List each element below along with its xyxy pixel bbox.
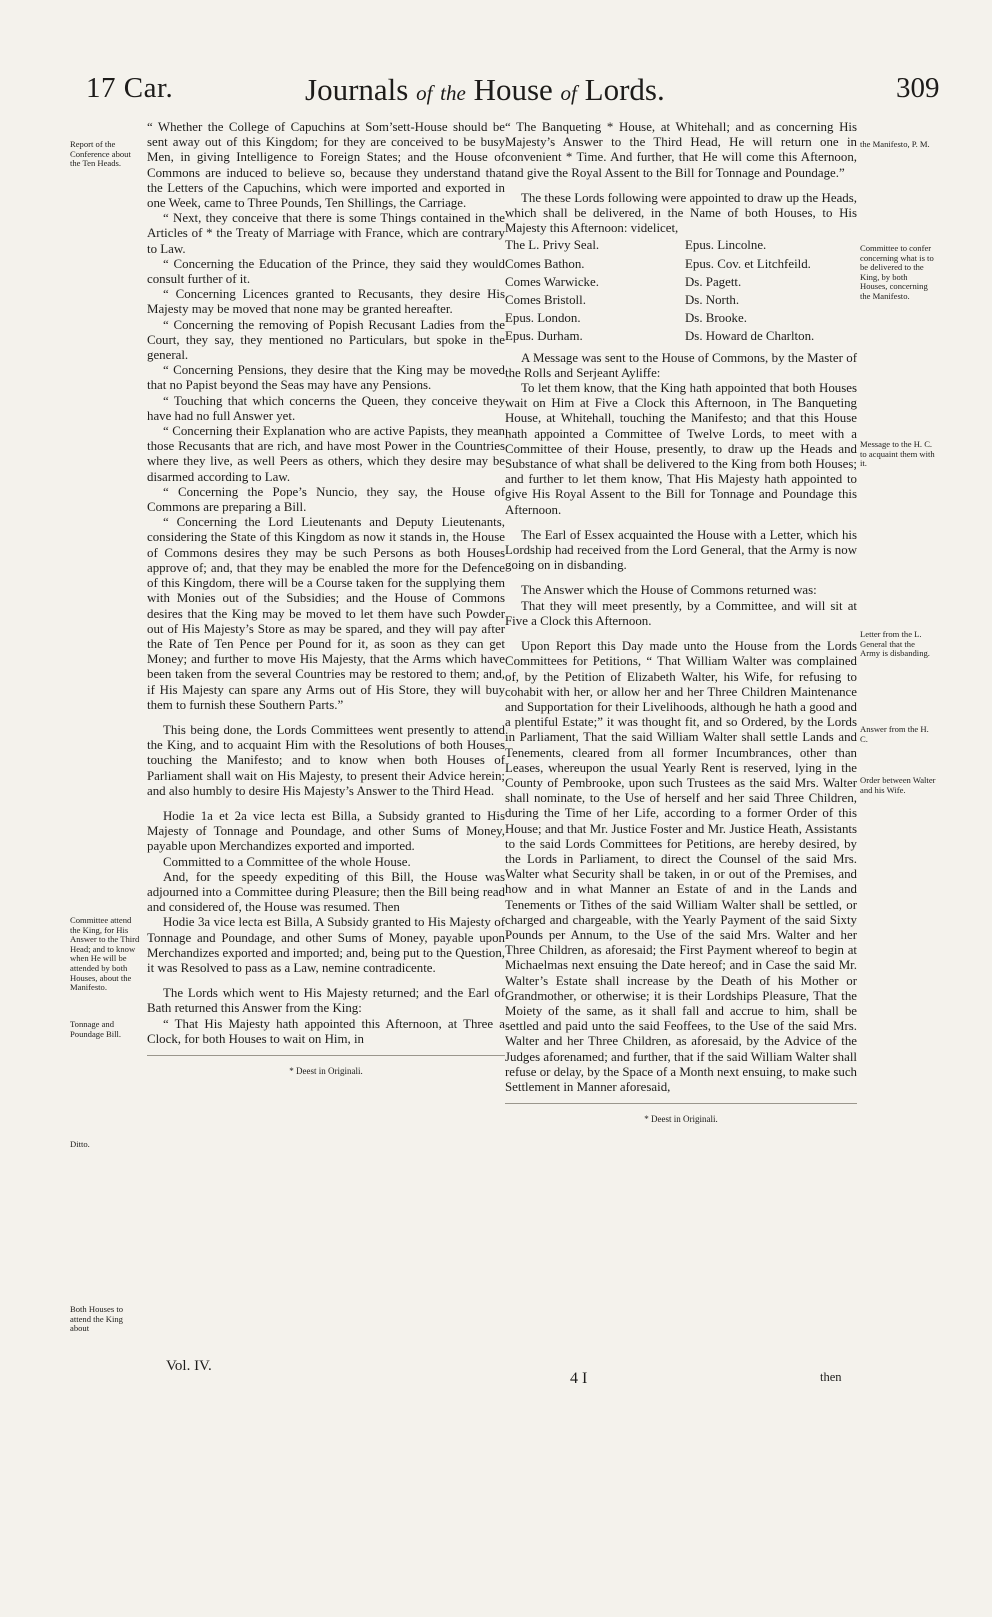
paragraph: “ Concerning the Lord Lieutenants and Deputy Lieutenants, considering the State of this Kingdom as now it stands in, the House of Commons desires they may be such Persons as both Houses approve of; and, that they may be enabled the more for the Defence of this Kingdom, there will be a Course taken for the supplying them with Monies out of the Subsidies; and the House of Commons desires that the King may be moved to let them have such Powder out of His Majesty’s Store as may be spared, and they will pay after the Rate of Ten Pence per Pound for it, as soon as they can get Money; and further to move His Majesty, that the Arms which have been taken from the several Countries may be restored to them; and, if His Majesty can spare any Arms out of His Store, they will buy them to furnish these Southern Parts.”	[147, 515, 505, 712]
lord-name: Ds. Pagett.	[685, 274, 742, 289]
lord-name: Epus. Durham.	[505, 329, 583, 344]
lord-name: Comes Bristoll.	[505, 293, 586, 308]
lord-name: Epus. Cov. et Litchfeild.	[685, 256, 811, 271]
lords-list	[505, 238, 857, 344]
title-lords: Lords.	[584, 72, 665, 107]
paragraph: The Earl of Essex acquainted the House with a Letter, which his Lordship had received from the Lord General, that the Army is now going on in disbanding.	[505, 527, 857, 573]
title-of-2: of	[560, 81, 577, 105]
page-number: 309	[896, 72, 940, 104]
lord-name: Epus. Lincolne.	[685, 238, 767, 253]
lord-name: Comes Bathon.	[505, 256, 585, 271]
lord-name: The L. Privy Seal.	[505, 238, 600, 253]
spacer	[147, 799, 505, 809]
paragraph: Committed to a Committee of the whole House.	[163, 854, 411, 869]
lord-name: Ds. Brooke.	[685, 311, 747, 326]
margin-note-ditto: Ditto.	[70, 1139, 90, 1149]
lord-name: Ds. North.	[685, 293, 740, 308]
paragraph: “ The Banqueting * House, at Whitehall; and as concerning His Majesty’s Answer to the Third Head, He will return one in convenient * Time. And further, that He will come this Afternoon, and give the Royal Assent to the Bill for Tonnage and Poundage.”	[505, 120, 857, 180]
paragraph: “ That His Majesty hath appointed this Afternoon, at Three a Clock, for both Houses to wait on Him, in	[147, 1016, 505, 1046]
margin-note-both-houses: Both Houses to attend the King about	[70, 1304, 123, 1334]
margin-note-manifesto-pm: the Manifesto, P. M.	[860, 139, 930, 149]
margin-note-committee-confer: Committee to confer concerning what is to be delivered to the King, by both Houses, concerning the Manifesto.	[860, 243, 934, 301]
spacer	[505, 181, 857, 191]
footnote-rule	[147, 1055, 505, 1056]
spacer	[147, 713, 505, 723]
paragraph: “ Concerning the Education of the Prince, they said they would consult further of it.	[147, 256, 505, 287]
paragraph: “ Concerning their Explanation who are active Papists, they mean those Recusants that are rich, and have most Power in the Countries where they live, as well Peers as others, which they desire may be disarmed according to Law.	[147, 424, 505, 484]
lord-name: Comes Warwicke.	[505, 274, 599, 289]
paragraph: Hodie 1a et 2a vice lecta est Billa, a Subsidy granted to His Majesty of Tonnage and Poundage, and other Sums of Money, payable upon Merchandizes exported and imported.	[147, 808, 505, 854]
paragraph: The these Lords following were appointed to draw up the Heads, which shall be delivered, in the Name of both Houses, to His Majesty this Afternoon: videlicet,	[505, 190, 857, 236]
spacer	[505, 518, 857, 528]
paragraph: “ Concerning Pensions, they desire that the King may be moved that no Papist beyond the Seas may have any Pensions.	[147, 363, 505, 393]
catchword: then	[820, 1370, 842, 1384]
paragraph: That they will meet presently, by a Committee, and will sit at Five a Clock this Afternoon.	[505, 598, 857, 628]
paragraph: “ Touching that which concerns the Queen, they conceive they have had no full Answer yet.	[147, 393, 505, 423]
title-the: the	[440, 81, 466, 105]
margin-note-walter-order: Order between Walter and his Wife.	[860, 775, 936, 795]
paragraph: “ Concerning the removing of Popish Recusant Ladies from the Court, they say, they mentioned no Particulars, but spoke in the general.	[147, 317, 505, 363]
paragraph: “ Next, they conceive that there is some Things contained in the Articles of * the Treaty of Marriage with France, which are contrary to Law.	[147, 211, 505, 256]
title-house: House	[473, 72, 553, 107]
paragraph: Hodie 3a vice lecta est Billa, A Subsidy granted to His Majesty of Tonnage and Poundage, and other Sums of Money, payable upon Merchandizes exported and imported; and, being put to the Question, it was Resolved to pass as a Law, nemine contradicente.	[147, 915, 505, 975]
margin-note-conference: Report of the Conference about the Ten Heads.	[70, 139, 131, 169]
paragraph: The Lords which went to His Majesty returned; and the Earl of Bath returned this Answer from the King:	[147, 986, 505, 1016]
title-journals: Journals	[305, 72, 409, 107]
paragraph: “ Whether the College of Capuchins at Som’sett-House should be sent away out of this Kingdom; for they are conceived to be busy Men, in giving Intelligence to Foreign States; and the House of Commons are induced to believe so, because they understand that the Letters of the Capuchins, which were imported and exported in one Week, came to Three Pounds, Ten Shillings, the Carriage.	[147, 120, 505, 211]
spacer	[505, 573, 857, 583]
footnote: * Deest in Originali.	[289, 1065, 363, 1076]
footnote: * Deest in Originali.	[644, 1114, 718, 1125]
margin-note-message-hc: Message to the H. C. to acquaint them with it.	[860, 439, 935, 469]
running-head-regnal-year: 17 Car.	[86, 72, 174, 104]
paragraph: And, for the speedy expediting of this Bill, the House was adjourned into a Committee during Pleasure; then the Bill being read and considered of, the House was resumed. Then	[147, 869, 505, 915]
running-head-title	[305, 72, 665, 108]
paragraph: Upon Report this Day made unto the House from the Lords Committees for Petitions, “ That William Walter was complained of, by the Petition of Elizabeth Walter, his Wife, for refusing to cohabit with her, or allow her and her Three Children Maintenance and Supportation for their Livelihoods, although he hath a good and a plentiful Estate;” it was thought fit, and so Ordered, by the Lords in Parliament, That the said William Walter shall settle Lands and Tenements, cleared from all former Incumbrances, other than Leases, whereupon the usual Yearly Rent is reserved, lying in the County of Pembrooke, upon such Trustees as the said Mrs. Walter shall nominate, to the Use of herself and her said Three Children, during the Time of her Life, according to a former Order of this House; and that Mr. Justice Foster and Mr. Justice Heath, Assistants to the said Lords Committees for Petitions, are hereby desired, by the Lords in Parliament, to direct the Counsel of the said Mrs. Walter what Security shall be taken, in or out of the Premises, and how and in what Manner an Estate of and in the Lands and Tenements or Tithes of the said William Walter shall be settled, or charged and chargeable, with the Yearly Payment of the said Sixty Pounds per Annum, to the Use of the said Mrs. Walter and her Three Children, as aforesaid; the First Payment whereof to begin at Michaelmas next ensuing the Date hereof; and in Case the said Mr. Walter’s Estate shall increase by the Death of his Mother or Grandmother, or otherwise; it is their Lordships Pleasure, That the Moiety of the same, as it shall fall and accrue to him, shall be settled and paid unto the said Feoffees, to the Use of the said Mrs. Walter and her Three Children, as aforesaid, by the Advice of the Judges aforenamed; and further, that if the said William Walter shall refuse or delay, by the Space of a Month next ensuing, to make such Settlement in Manner aforesaid,	[505, 639, 857, 1094]
footnote-rule	[505, 1103, 857, 1104]
volume-label: Vol. IV.	[166, 1358, 212, 1374]
paragraph: To let them know, that the King hath appointed that both Houses wait on Him at Five a Clock this Afternoon, in The Banqueting House, at Whitehall, touching the Manifesto; and that this House hath appointed a Committee of Twelve Lords, to meet with a Committee of their House, presently, to draw up the Heads and Substance of what shall be delivered to the King from both Houses; and further to let them know, That His Majesty hath appointed to give His Royal Assent to the Bill for Tonnage and Poundage this Afternoon.	[505, 381, 857, 517]
title-of: of	[416, 81, 433, 105]
margin-note-answer-hc: Answer from the H. C.	[860, 724, 929, 744]
lord-name: Ds. Howard de Charlton.	[685, 329, 815, 344]
column-right	[505, 120, 857, 1127]
margin-note-committee-attend: Committee attend the King, for His Answer to the Third Head; and to know when He will be attended by both Houses, about the Manifesto.	[70, 915, 140, 993]
spacer	[505, 629, 857, 639]
margin-note-tonnage-bill: Tonnage and Poundage Bill.	[70, 1019, 122, 1039]
paragraph: The Answer which the House of Commons returned was:	[521, 583, 817, 598]
paragraph: “ Concerning Licences granted to Recusants, they desire His Majesty may be moved that none may be granted hereafter.	[147, 287, 505, 317]
margin-note-letter-general: Letter from the L. General that the Army is disbanding.	[860, 629, 930, 659]
column-left	[147, 120, 505, 1079]
signature-mark: 4 I	[570, 1370, 588, 1387]
spacer	[147, 976, 505, 986]
paragraph: This being done, the Lords Committees went presently to attend the King, and to acquaint Him with the Resolutions of both Houses touching the Manifesto; and to know when both Houses of Parliament shall wait on His Majesty, to present their Advice herein; and also humbly to desire His Majesty’s Answer to the Third Head.	[147, 722, 505, 798]
paragraph: “ Concerning the Pope’s Nuncio, they say, the House of Commons are preparing a Bill.	[147, 484, 505, 515]
paragraph: A Message was sent to the House of Commons, by the Master of the Rolls and Serjeant Ayliffe:	[505, 350, 857, 380]
lord-name: Epus. London.	[505, 311, 581, 326]
